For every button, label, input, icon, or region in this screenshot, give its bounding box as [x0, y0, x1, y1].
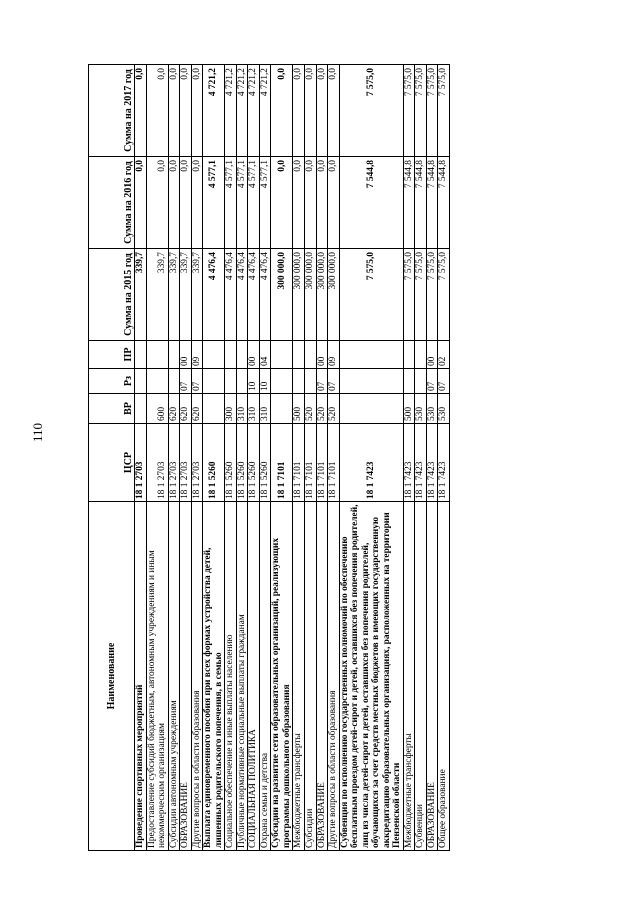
- row-vr: 600: [146, 394, 168, 424]
- table-row: [259, 65, 271, 851]
- table-row: [403, 65, 415, 851]
- row-sum-2016: 0,0: [146, 157, 168, 249]
- row-pr: [168, 341, 180, 369]
- row-sum-2016: 0,0: [191, 157, 203, 249]
- row-pr: [293, 341, 305, 369]
- row-rz: [168, 369, 180, 394]
- row-sum-2015: 300 000,0: [304, 249, 316, 341]
- row-sum-2016: 0,0: [304, 157, 316, 249]
- row-pr: 00: [248, 341, 260, 369]
- row-name: Предоставление субсидий бюджетным, автономным учреждениям и иным некоммерческим организациям: [146, 502, 168, 851]
- row-vr: 620: [191, 394, 203, 424]
- row-vr: 520: [328, 394, 340, 424]
- row-csr: 18 1 2703: [180, 424, 192, 502]
- row-sum-2016: 0,0: [271, 157, 293, 249]
- row-pr: 02: [438, 341, 450, 369]
- row-csr: 18 1 5260: [259, 424, 271, 502]
- header-pr: ПР: [89, 341, 135, 369]
- row-sum-2017: 0,0: [328, 65, 340, 157]
- row-csr: 18 1 5260: [203, 424, 225, 502]
- table-row: [236, 65, 248, 851]
- row-sum-2015: 4 476,4: [259, 249, 271, 341]
- row-pr: 09: [328, 341, 340, 369]
- row-pr: [203, 341, 225, 369]
- row-name: Субвенция по исполнению государственных полномочий по обеспечению бесплатным проездом детей-сирот и детей, оставшихся без попечения родителей, лиц из числа детей-сирот и детей, оставшихся без попечения родителей, обучающихся за счет средств местных бюджетов в имеющих государственную аккредитацию образовательных организациях, расположенных на территории Пензенской области: [339, 502, 403, 851]
- row-sum-2016: 7 544,8: [339, 157, 403, 249]
- header-csr: ЦСР: [89, 424, 135, 502]
- row-rz: 07: [180, 369, 192, 394]
- row-sum-2017: 0,0: [168, 65, 180, 157]
- row-rz: [304, 369, 316, 394]
- row-sum-2017: 0,0: [293, 65, 305, 157]
- table-row: [426, 65, 438, 851]
- row-sum-2017: 0,0: [146, 65, 168, 157]
- row-pr: [225, 341, 237, 369]
- row-vr: 310: [236, 394, 248, 424]
- row-name: Субсидии на развитие сети образовательных организаций, реализующих программы дошкольного образования: [271, 502, 293, 851]
- row-name: ОБРАЗОВАНИЕ: [180, 502, 192, 851]
- row-rz: [135, 369, 147, 394]
- row-vr: 310: [259, 394, 271, 424]
- row-sum-2015: 4 476,4: [225, 249, 237, 341]
- row-name: Другие вопросы в области образования: [328, 502, 340, 851]
- table-row: [203, 65, 225, 851]
- row-name: Межбюджетные трансферты: [293, 502, 305, 851]
- row-sum-2015: 7 575,0: [403, 249, 415, 341]
- row-rz: [203, 369, 225, 394]
- row-sum-2015: 300 000,0: [271, 249, 293, 341]
- row-sum-2017: 4 721,2: [203, 65, 225, 157]
- row-csr: 18 1 7423: [403, 424, 415, 502]
- row-name: Публичные нормативные социальные выплаты гражданам: [236, 502, 248, 851]
- row-sum-2015: 300 000,0: [328, 249, 340, 341]
- row-csr: 18 1 7423: [415, 424, 427, 502]
- row-rz: [225, 369, 237, 394]
- row-sum-2015: 7 575,0: [339, 249, 403, 341]
- row-sum-2015: 339,7: [191, 249, 203, 341]
- row-name: Выплата единовременного пособия при всех формах устройства детей, лишенных родительского попечения, в семью: [203, 502, 225, 851]
- row-pr: 00: [426, 341, 438, 369]
- row-name: Проведение спортивных мероприятий: [135, 502, 147, 851]
- row-rz: [271, 369, 293, 394]
- row-pr: 09: [191, 341, 203, 369]
- row-sum-2016: 7 544,8: [438, 157, 450, 249]
- row-name: ОБРАЗОВАНИЕ: [316, 502, 328, 851]
- table-row: [293, 65, 305, 851]
- row-sum-2016: 0,0: [180, 157, 192, 249]
- row-sum-2015: 7 575,0: [426, 249, 438, 341]
- row-sum-2017: 7 575,0: [403, 65, 415, 157]
- row-sum-2017: 4 721,2: [259, 65, 271, 157]
- row-rz: [415, 369, 427, 394]
- table-row: [168, 65, 180, 851]
- row-rz: 10: [248, 369, 260, 394]
- row-sum-2016: 4 577,1: [259, 157, 271, 249]
- table-row: [191, 65, 203, 851]
- row-sum-2015: 339,7: [168, 249, 180, 341]
- budget-table: [88, 64, 450, 851]
- row-sum-2017: 4 721,2: [236, 65, 248, 157]
- row-pr: [403, 341, 415, 369]
- row-sum-2017: 7 575,0: [339, 65, 403, 157]
- row-sum-2016: 4 577,1: [236, 157, 248, 249]
- row-sum-2015: 300 000,0: [316, 249, 328, 341]
- row-rz: 10: [259, 369, 271, 394]
- row-pr: [415, 341, 427, 369]
- header-sum-2017: Сумма на 2017 год: [89, 65, 135, 157]
- table-row: [339, 65, 403, 851]
- row-name: Межбюджетные трансферты: [403, 502, 415, 851]
- row-rz: [236, 369, 248, 394]
- table-row: [271, 65, 293, 851]
- row-csr: 18 1 7423: [438, 424, 450, 502]
- row-name: Социальное обеспечение и иные выплаты населению: [225, 502, 237, 851]
- row-sum-2015: 4 476,4: [248, 249, 260, 341]
- row-sum-2015: 339,7: [135, 249, 147, 341]
- row-pr: [135, 341, 147, 369]
- row-vr: [135, 394, 147, 424]
- row-pr: 04: [259, 341, 271, 369]
- row-sum-2015: 4 476,4: [203, 249, 225, 341]
- row-name: Субсидии: [304, 502, 316, 851]
- table-row: [316, 65, 328, 851]
- row-sum-2016: 0,0: [316, 157, 328, 249]
- row-sum-2015: 339,7: [146, 249, 168, 341]
- row-csr: 18 1 2703: [146, 424, 168, 502]
- row-name: ОБРАЗОВАНИЕ: [426, 502, 438, 851]
- row-pr: [304, 341, 316, 369]
- row-rz: [339, 369, 403, 394]
- row-pr: 00: [316, 341, 328, 369]
- row-rz: 07: [316, 369, 328, 394]
- row-sum-2016: 4 577,1: [248, 157, 260, 249]
- row-sum-2017: 7 575,0: [415, 65, 427, 157]
- row-csr: 18 1 2703: [135, 424, 147, 502]
- table-row: [180, 65, 192, 851]
- row-vr: [339, 394, 403, 424]
- row-csr: 18 1 5260: [236, 424, 248, 502]
- row-sum-2016: 7 544,8: [426, 157, 438, 249]
- row-sum-2016: 0,0: [168, 157, 180, 249]
- header-rz: Рз: [89, 369, 135, 394]
- header-vr: ВР: [89, 394, 135, 424]
- row-pr: [271, 341, 293, 369]
- header-sum-2016: Сумма на 2016 год: [89, 157, 135, 249]
- row-sum-2017: 0,0: [316, 65, 328, 157]
- row-sum-2017: 4 721,2: [225, 65, 237, 157]
- row-sum-2017: 0,0: [271, 65, 293, 157]
- row-sum-2016: 7 544,8: [415, 157, 427, 249]
- row-name: Субсидии автономным учреждениям: [168, 502, 180, 851]
- row-pr: [236, 341, 248, 369]
- row-sum-2017: 0,0: [135, 65, 147, 157]
- row-csr: 18 1 7101: [304, 424, 316, 502]
- header-sum-2015: Сумма на 2015 год: [89, 249, 135, 341]
- row-sum-2017: 7 575,0: [438, 65, 450, 157]
- row-sum-2017: 0,0: [304, 65, 316, 157]
- row-vr: 530: [438, 394, 450, 424]
- row-vr: 620: [180, 394, 192, 424]
- row-rz: [293, 369, 305, 394]
- row-csr: 18 1 2703: [168, 424, 180, 502]
- row-sum-2016: 4 577,1: [225, 157, 237, 249]
- row-csr: 18 1 7101: [328, 424, 340, 502]
- table-row: [415, 65, 427, 851]
- row-csr: 18 1 7101: [271, 424, 293, 502]
- table-row: [328, 65, 340, 851]
- table-row: [304, 65, 316, 851]
- row-vr: 530: [415, 394, 427, 424]
- row-sum-2015: 4 476,4: [236, 249, 248, 341]
- row-sum-2016: 4 577,1: [203, 157, 225, 249]
- row-sum-2017: 7 575,0: [426, 65, 438, 157]
- table-row: [146, 65, 168, 851]
- rotated-table-canvas: [88, 65, 608, 851]
- row-vr: 520: [304, 394, 316, 424]
- table-row: [225, 65, 237, 851]
- row-rz: 07: [328, 369, 340, 394]
- table-body: [135, 65, 450, 851]
- row-vr: 530: [426, 394, 438, 424]
- row-rz: 07: [426, 369, 438, 394]
- row-csr: 18 1 7101: [316, 424, 328, 502]
- row-vr: 300: [225, 394, 237, 424]
- row-name: СОЦИАЛЬНАЯ ПОЛИТИКА: [248, 502, 260, 851]
- row-sum-2015: 7 575,0: [438, 249, 450, 341]
- row-vr: 500: [403, 394, 415, 424]
- row-csr: 18 1 5260: [248, 424, 260, 502]
- row-rz: 07: [438, 369, 450, 394]
- table-row: [135, 65, 147, 851]
- row-sum-2015: 7 575,0: [415, 249, 427, 341]
- row-vr: [203, 394, 225, 424]
- row-rz: 07: [191, 369, 203, 394]
- table-row: [438, 65, 450, 851]
- row-sum-2016: 0,0: [293, 157, 305, 249]
- row-sum-2016: 7 544,8: [403, 157, 415, 249]
- row-csr: 18 1 7101: [293, 424, 305, 502]
- row-rz: [403, 369, 415, 394]
- row-vr: 310: [248, 394, 260, 424]
- row-pr: [146, 341, 168, 369]
- row-vr: [271, 394, 293, 424]
- row-name: Другие вопросы в области образования: [191, 502, 203, 851]
- row-sum-2015: 300 000,0: [293, 249, 305, 341]
- row-vr: 620: [168, 394, 180, 424]
- row-sum-2017: 4 721,2: [248, 65, 260, 157]
- row-csr: 18 1 2703: [191, 424, 203, 502]
- row-vr: 520: [316, 394, 328, 424]
- row-sum-2017: 0,0: [180, 65, 192, 157]
- row-csr: 18 1 5260: [225, 424, 237, 502]
- row-sum-2016: 0,0: [328, 157, 340, 249]
- row-vr: 500: [293, 394, 305, 424]
- row-rz: [146, 369, 168, 394]
- row-csr: 18 1 7423: [426, 424, 438, 502]
- table-row: [248, 65, 260, 851]
- row-name: Охрана семьи и детства: [259, 502, 271, 851]
- row-name: Субвенции: [415, 502, 427, 851]
- row-sum-2017: 0,0: [191, 65, 203, 157]
- row-sum-2015: 339,7: [180, 249, 192, 341]
- row-name: Общее образование: [438, 502, 450, 851]
- row-pr: 00: [180, 341, 192, 369]
- row-pr: [339, 341, 403, 369]
- header-name: Наименование: [89, 502, 135, 851]
- table-header-row: [89, 65, 135, 851]
- page-number: 110: [30, 422, 45, 442]
- row-csr: 18 1 7423: [339, 424, 403, 502]
- row-sum-2016: 0,0: [135, 157, 147, 249]
